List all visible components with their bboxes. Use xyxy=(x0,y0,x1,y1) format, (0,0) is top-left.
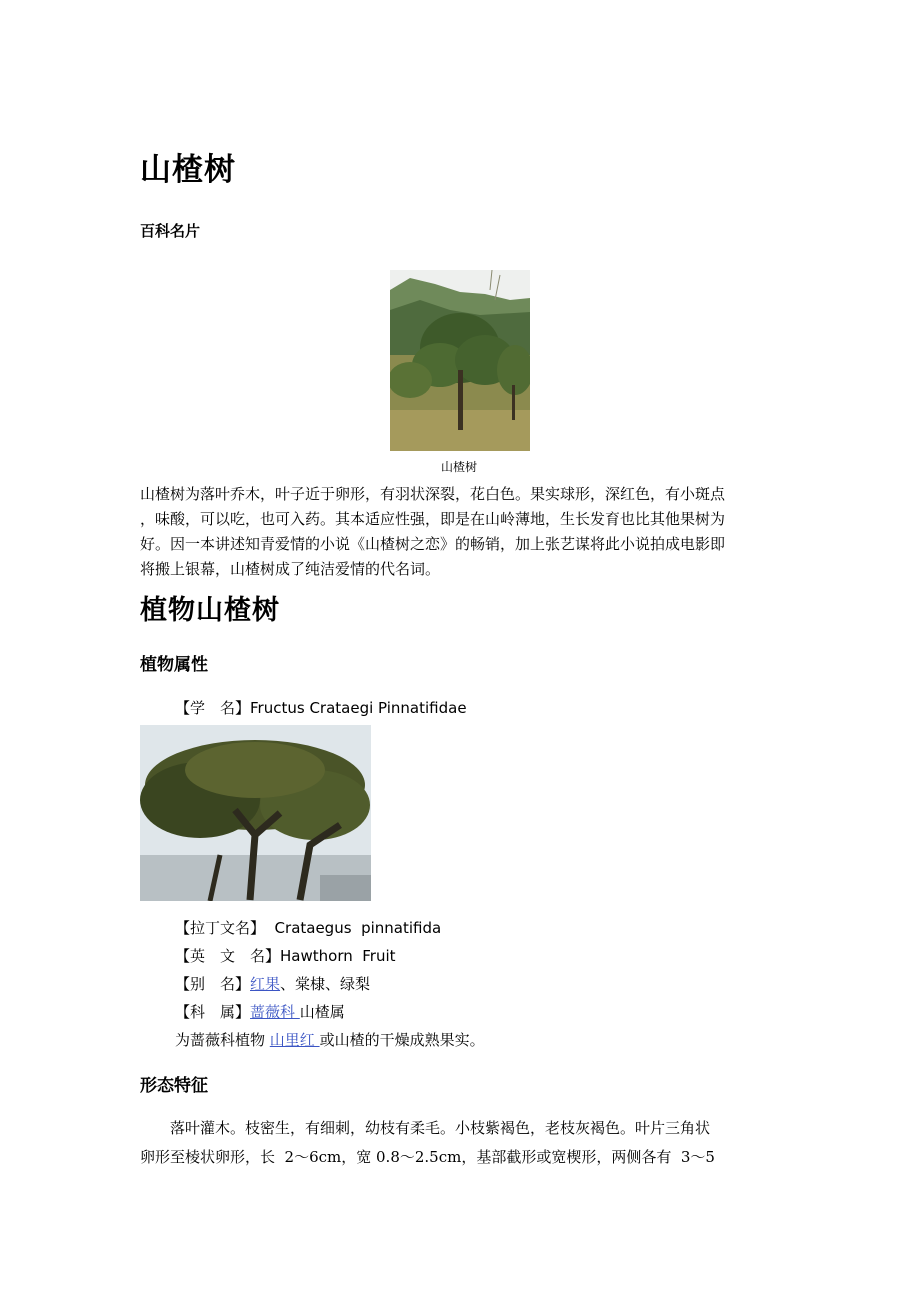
latin-name-label: 【拉丁文名】 xyxy=(175,919,266,937)
latin-name-value: Crataegus pinnatifida xyxy=(265,919,442,937)
morphology-paragraph xyxy=(140,1114,780,1172)
alias-row xyxy=(175,973,370,994)
scientific-name-value: Fructus Crataegi Pinnatifidae xyxy=(250,699,467,717)
family-link-rosaceae[interactable]: 蔷薇科 xyxy=(250,1003,300,1021)
family-label: 【科 属】 xyxy=(175,1003,251,1021)
hawthorn-tree-photo xyxy=(390,270,530,451)
alias-rest: 、棠棣、绿梨 xyxy=(280,975,371,993)
intro-line: 将搬上银幕，山楂树成了纯洁爱情的代名词。 xyxy=(140,560,441,578)
family-row xyxy=(175,1001,345,1022)
morphology-line: 卵形至棱状卵形，长 2～6cm，宽 0.8～2.5cm，基部截形或宽楔形，两侧各有 3～5 xyxy=(140,1148,715,1166)
english-name-value: Hawthorn Fruit xyxy=(280,947,396,965)
morphology-heading: 形态特征 xyxy=(140,1076,208,1096)
scientific-name-label: 【学 名】 xyxy=(175,699,251,717)
alias-label: 【别 名】 xyxy=(175,975,251,993)
english-name-label: 【英 文 名】 xyxy=(175,947,281,965)
page-title: 山楂树 xyxy=(140,152,236,188)
section-card-heading: 百科名片 xyxy=(140,222,201,240)
family-rest: 山楂属 xyxy=(299,1003,345,1021)
plant-heading: 植物山楂树 xyxy=(140,595,280,626)
scientific-name-row xyxy=(175,697,467,718)
source-prefix: 为蔷薇科植物 xyxy=(175,1031,270,1049)
source-row xyxy=(175,1029,485,1050)
source-link-shanlihong[interactable]: 山里红 xyxy=(269,1031,320,1049)
source-rest: 或山楂的干燥成熟果实。 xyxy=(319,1031,485,1049)
latin-name-row xyxy=(175,917,441,938)
alias-link-hongguo[interactable]: 红果 xyxy=(250,975,281,993)
morphology-line: 落叶灌木。枝密生，有细刺，幼枝有柔毛。小枝紫褐色，老枝灰褐色。叶片三角状 xyxy=(140,1119,711,1137)
attributes-heading: 植物属性 xyxy=(140,655,208,675)
intro-line: ，味酸，可以吃，也可入药。其本适应性强，即是在山岭薄地，生长发育也比其他果树为 xyxy=(140,510,726,528)
image-caption: 山楂树 xyxy=(441,460,478,474)
intro-paragraph xyxy=(140,482,780,582)
english-name-row xyxy=(175,945,396,966)
intro-line: 山楂树为落叶乔木，叶子近于卵形，有羽状深裂，花白色。果实球形，深红色，有小斑点 xyxy=(140,485,726,503)
intro-line: 好。因一本讲述知青爱情的小说《山楂树之恋》的畅销，加上张艺谋将此小说拍成电影即 xyxy=(140,535,726,553)
hawthorn-canopy-photo xyxy=(140,725,371,901)
